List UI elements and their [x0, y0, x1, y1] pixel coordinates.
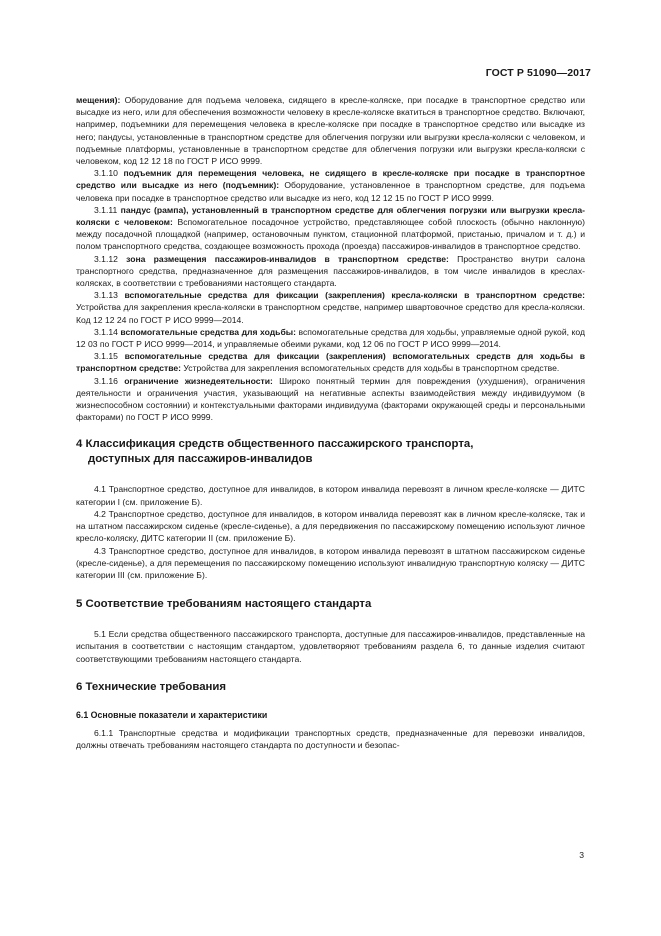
section-5-heading: 5 Соответствие требованиям настоящего стандарта — [76, 598, 372, 611]
clause-4-1: 4.1 Транспортное средство, доступное для инвалидов, в котором инвалида перевозят в личном кресле-коляске — ДИТС категории I (см. приложение Б). — [76, 484, 585, 507]
clause-number: 3.1.10 — [94, 168, 118, 179]
definition-3-1-16 — [76, 375, 585, 424]
definition-text: Вспомогательное посадочное устройство, представляющее собой плоскость (обычно наклонную) между посадочной площадкой (например, остановочным пунктом, стационной платформой, пристанью, причалом и т. д.) и полом транспортного средства, создающее возможность прохода (проезда) пассажиров-инвалидов в транспортное средство. — [76, 217, 585, 252]
section-4-heading-line-2: доступных для пассажиров-инвалидов — [88, 453, 313, 466]
clause-6-1-1: 6.1.1 Транспортные средства и модификации транспортных средств, предназначенные для перевозки инвалидов, должны отвечать требованиям настоящего стандарта по доступности и безопас- — [76, 727, 585, 751]
term: ограничение жизнедеятельности: — [124, 375, 273, 386]
section-6-heading: 6 Технические требования — [76, 680, 227, 693]
clause-number: 3.1.15 — [94, 351, 118, 362]
clause-number: 3.1.16 — [94, 375, 118, 386]
document-body — [76, 94, 585, 751]
section-4-heading — [76, 437, 585, 467]
definition-3-1-14 — [76, 326, 585, 350]
clause-5-1: 5.1 Если средства общественного пассажирского транспорта, доступные для пассажиров-инвалидов, представленные на испытания в соответствии с настоящим стандартом, удовлетворяют требованиям раздела 6, то данные изделия считают соответствующими требованиям настоящего стандарта. — [76, 629, 585, 664]
continued-definition — [76, 94, 585, 167]
subsection-6-1-heading: 6.1 Основные показатели и характеристики — [76, 709, 268, 720]
term: зона размещения пассажиров-инвалидов в транспортном средстве: — [126, 253, 449, 264]
term: подъемник для перемещения человека, не сидящего в кресле-коляске при посадке в транспортное средство или высадке из него (подъемник): — [76, 168, 586, 191]
definition-text: Устройства для закрепления кресла-коляски в транспортном средстве, например швартовочное средство для кресла-коляски. Код 12 12 24 по ГОСТ Р ИСО 9999—2014. — [76, 302, 585, 325]
definition-3-1-11 — [76, 204, 585, 253]
definition-text: Пространство внутри салона транспортного средства, предназначенное для размещения пассажиров-инвалидов, в том числе инвалидов в креслах-колясках, в соответствии с требованиями настоящего стандарта. — [76, 253, 585, 289]
term: вспомогательные средства для ходьбы: — [120, 326, 296, 337]
clause-4-2: 4.2 Транспортное средство, доступное для инвалидов, в котором инвалида перевозят как в личном кресле-коляске, так и на штатном пассажирском сиденье (кресле-сиденье), а для передвижения по пассажирскому помещению используют личное кресло-коляску, ДИТС категории II (см. приложение Б). — [76, 508, 585, 544]
definition-3-1-12 — [76, 253, 585, 290]
page-number: 3 — [579, 850, 584, 860]
definition-3-1-15 — [76, 350, 585, 374]
term: пандус (рампа), установленный в транспортном средстве для облегчения погрузки или выгрузки кресла-коляски с человеком: — [76, 204, 586, 228]
definition-3-1-10 — [76, 167, 585, 204]
clause-number: 3.1.11 — [94, 204, 118, 215]
term-continuation: мещения): — [76, 95, 121, 105]
definition-3-1-13 — [76, 289, 585, 326]
term: вспомогательные средства для фиксации (закрепления) вспомогательных средств для ходьбы в транспортном средстве: — [76, 351, 586, 374]
definition-text: Оборудование для подъема человека, сидящего в кресле-коляске, при посадке в транспортное средство или высадке из него, или для обеспечения возможности человеку в кресле-коляске вкатиться в транспортное средство. Включают, например, подъемники для перемещения человека в кресле-коляске при посадке в транспортное средство или высадке из него; пандусы, установленные в транспортном средстве для облегчения погрузки или выгрузки кресла-коляски с человеком, и подъемные платформы, установленные в транспортном средстве для облегчения погрузки или выгрузки кресла-коляски с человеком, код 12 12 18 по ГОСТ Р ИСО 9999. — [76, 95, 585, 167]
definition-text: Устройства для закрепления вспомогательных средств для ходьбы в транспортном средстве. — [181, 363, 560, 374]
definition-text: Оборудование, установленное в транспортном средстве, для подъема человека при посадке в транспортное средство или высадке из него, код 12 12 15 по ГОСТ Р ИСО 9999. — [76, 180, 585, 203]
definition-text: Широко понятный термин для повреждения (ухудшения), ограничения деятельности и ограничения участия, указывающий на негативные аспекты взаимодействия между индивидуумом (в жизнеспособном состоянии) и контекстуальными факторами индивидуума (факторами окружающей среды и персональными факторами) по ГОСТ Р ИСО 9999. — [76, 375, 585, 423]
document-code: ГОСТ Р 51090—2017 — [485, 67, 591, 79]
section-4-heading-line-1: 4 Классификация средств общественного пассажирского транспорта, — [76, 438, 474, 451]
clause-4-3: 4.3 Транспортное средство, доступное для инвалидов, в котором инвалида перевозят в штатном пассажирском сиденье (кресле-сиденье), а для перемещения по пассажирскому помещению используют инвалидную транспортную коляску — ДИТС категории III (см. приложение Б). — [76, 545, 585, 580]
clause-number: 3.1.14 — [94, 326, 118, 337]
definition-text: вспомогательные средства для ходьбы, управляемые одной рукой, код 12 03 по ГОСТ Р ИСО 9999—2014, и управляемые обеими руками, код 12 06 по ГОСТ Р ИСО 9999—2014. — [76, 326, 585, 350]
clause-number: 3.1.13 — [94, 290, 118, 301]
clause-number: 3.1.12 — [94, 253, 118, 264]
term: вспомогательные средства для фиксации (закрепления) кресла-коляски в транспортном средстве: — [124, 290, 586, 301]
